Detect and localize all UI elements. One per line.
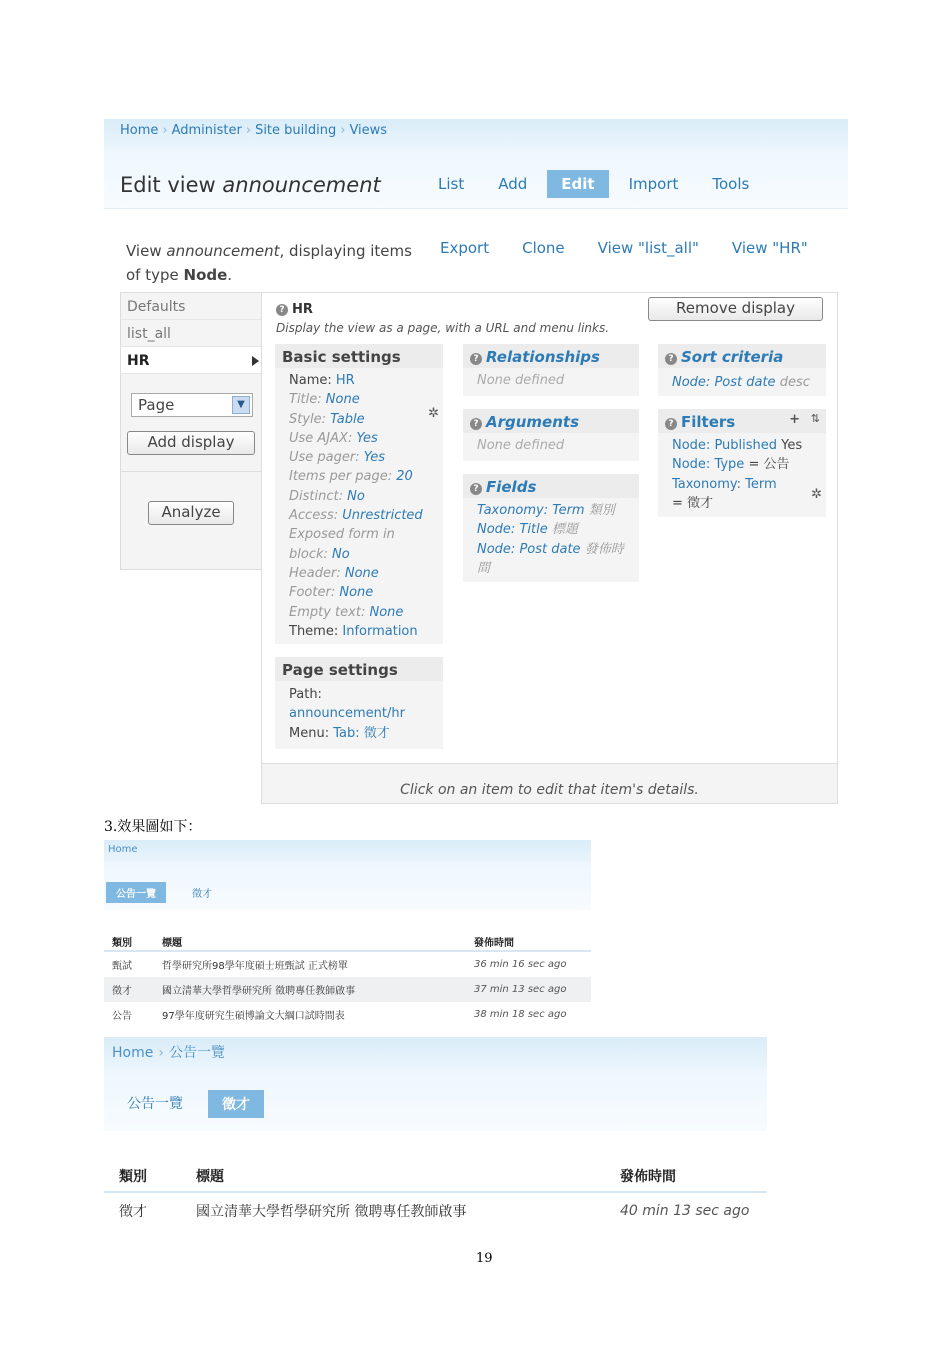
view-hr-link[interactable]: View "HR" <box>731 239 808 257</box>
setting-label: block: <box>289 546 328 562</box>
column-post-time[interactable]: 發佈時間 <box>620 1169 676 1185</box>
filter-item-continued <box>658 494 826 513</box>
view-info-prefix: View <box>126 242 162 260</box>
cell-title[interactable]: 國立清華大學哲學研究所 徵聘專任教師啟事 <box>162 986 356 997</box>
setting-footer[interactable] <box>275 583 443 602</box>
breadcrumb-site-building[interactable]: Site building <box>255 123 337 138</box>
basic-settings-block <box>275 344 443 644</box>
field-value: 發佈時 <box>584 541 624 557</box>
tab-announcements[interactable]: 公告一覽 <box>106 882 166 903</box>
setting-use-ajax[interactable] <box>275 429 443 448</box>
recruitment-table <box>104 1161 767 1229</box>
remove-display-button[interactable]: Remove display <box>648 297 823 321</box>
filters-block <box>658 409 826 517</box>
rearrange-icon[interactable]: ⇅ <box>810 412 820 425</box>
cell-post-time: 36 min 16 sec ago <box>474 959 567 970</box>
setting-label: Exposed form in <box>289 527 395 543</box>
filters-list <box>658 433 826 513</box>
sort-criteria-block <box>658 344 826 396</box>
page-number: 19 <box>476 1251 493 1266</box>
tab-add[interactable]: Add <box>498 175 528 193</box>
field-item[interactable] <box>463 540 639 559</box>
column-category[interactable]: 類別 <box>119 1169 147 1185</box>
page-path-value[interactable]: announcement/hr <box>289 706 405 722</box>
setting-exposed-form[interactable] <box>275 525 443 544</box>
table-row <box>104 1002 591 1027</box>
gear-icon[interactable]: ✲ <box>428 406 439 421</box>
column-category[interactable]: 類別 <box>112 938 132 949</box>
page-path-label: Path: <box>289 687 322 702</box>
view-info-period: . <box>227 266 233 284</box>
setting-header[interactable] <box>275 564 443 583</box>
breadcrumb-home[interactable]: Home <box>112 1045 154 1061</box>
setting-access[interactable] <box>275 506 443 525</box>
breadcrumb-views[interactable]: Views <box>349 123 388 138</box>
display-type-value: Page <box>138 396 175 414</box>
sort-criteria-title[interactable] <box>658 344 826 368</box>
arguments-title[interactable] <box>463 409 639 433</box>
breadcrumb-separator: › <box>162 123 168 138</box>
field-label[interactable]: Taxonomy: Term <box>477 503 585 518</box>
display-description: Display the view as a page, with a URL and menu links. <box>276 321 610 335</box>
setting-value[interactable]: No <box>332 546 350 562</box>
section-caption: 3.效果圖如下： <box>104 819 202 835</box>
tab-recruitment[interactable]: 徵才 <box>192 889 212 900</box>
edit-hint: Click on an item to edit that item's details. <box>262 763 837 803</box>
setting-value[interactable]: Yes <box>363 450 386 466</box>
tab-band <box>104 862 591 910</box>
tab-tools[interactable]: Tools <box>712 175 750 193</box>
filter-value: = 徵才 <box>672 495 714 511</box>
fields-block <box>463 474 639 582</box>
field-item[interactable] <box>463 501 639 520</box>
relationships-title-text: Relationships <box>486 348 600 366</box>
filter-item[interactable] <box>658 436 826 455</box>
chevron-down-icon[interactable]: ▼ <box>232 396 250 414</box>
result-list-screenshot <box>104 840 591 1033</box>
help-icon[interactable]: ? <box>470 483 482 495</box>
filter-label[interactable]: Node: Type <box>672 457 745 473</box>
analyze-button[interactable]: Analyze <box>148 501 234 525</box>
setting-value[interactable]: Yes <box>356 430 378 446</box>
setting-empty-text[interactable] <box>275 603 443 622</box>
breadcrumb-home[interactable]: Home <box>120 123 159 138</box>
breadcrumb <box>104 1037 767 1069</box>
filter-value: = 公告 <box>748 457 790 473</box>
basic-settings-title: Basic settings <box>275 344 443 368</box>
display-heading <box>276 302 313 317</box>
column-title[interactable]: 標題 <box>162 938 182 949</box>
breadcrumb-announcements[interactable]: 公告一覽 <box>168 1045 225 1061</box>
breadcrumb-separator: › <box>158 1045 164 1061</box>
help-icon[interactable]: ? <box>470 353 482 365</box>
view-action-links <box>440 239 841 257</box>
filter-item[interactable] <box>658 475 826 494</box>
tab-band <box>104 1069 767 1131</box>
tab-bar <box>424 170 769 198</box>
page-path[interactable] <box>275 704 443 723</box>
filters-title-text: Filters <box>681 413 736 431</box>
field-value: 類別 <box>588 503 615 518</box>
setting-value[interactable]: Information <box>342 623 418 639</box>
cell-category[interactable]: 公告 <box>112 1011 132 1022</box>
breadcrumb-administer[interactable]: Administer <box>171 123 242 138</box>
help-icon[interactable]: ? <box>665 353 677 365</box>
arguments-empty: None defined <box>477 438 565 453</box>
view-info <box>126 239 412 287</box>
announcements-table <box>104 930 591 1027</box>
clone-link[interactable]: Clone <box>522 239 565 257</box>
display-heading-name: HR <box>292 302 313 317</box>
tab-list[interactable]: List <box>438 175 465 193</box>
setting-value[interactable]: None <box>344 565 379 581</box>
page-title <box>120 173 381 197</box>
setting-title[interactable] <box>275 390 443 409</box>
breadcrumb <box>104 119 848 149</box>
view-list-all-link[interactable]: View "list_all" <box>597 239 699 257</box>
setting-value[interactable]: None <box>369 604 404 620</box>
cell-post-time: 37 min 13 sec ago <box>474 984 567 995</box>
view-info-name: announcement <box>166 242 280 260</box>
field-label[interactable]: Node: Post date <box>477 541 581 557</box>
sort-criteria-title-text: Sort criteria <box>681 348 784 366</box>
sort-item[interactable] <box>658 368 826 392</box>
relationships-title[interactable] <box>463 344 639 368</box>
table-header <box>104 1161 767 1193</box>
tab-import[interactable]: Import <box>628 175 679 193</box>
cell-category[interactable]: 甄試 <box>112 961 132 972</box>
displays-sidebar <box>120 292 262 570</box>
setting-value[interactable]: None <box>325 392 360 408</box>
field-value: 標題 <box>551 522 578 538</box>
filter-label[interactable]: Taxonomy: Term <box>672 476 777 492</box>
setting-exposed-form-block[interactable] <box>275 545 443 564</box>
divider <box>121 471 261 472</box>
filter-label[interactable]: Node: Published <box>672 438 778 453</box>
help-icon[interactable]: ? <box>276 304 288 316</box>
setting-style[interactable] <box>275 410 443 429</box>
page-title-view-name: announcement <box>222 173 381 197</box>
page-title-prefix: Edit view <box>120 173 216 197</box>
tab-announcements[interactable]: 公告一覽 <box>127 1096 183 1112</box>
setting-label: Name: <box>289 373 332 388</box>
fields-title[interactable] <box>463 474 639 498</box>
page-menu[interactable] <box>275 724 443 743</box>
display-defaults[interactable]: Defaults <box>121 293 261 320</box>
setting-label: Access: <box>289 508 339 524</box>
relationships-block <box>463 344 639 396</box>
setting-value[interactable]: Table <box>330 411 365 427</box>
fields-list <box>463 498 639 578</box>
setting-label: Theme: <box>289 623 339 639</box>
cell-category[interactable]: 徵才 <box>112 986 132 997</box>
page-settings-title: Page settings <box>275 657 443 681</box>
setting-use-pager[interactable] <box>275 448 443 467</box>
setting-label: Empty text: <box>289 604 366 620</box>
setting-theme[interactable] <box>275 622 443 641</box>
setting-value[interactable]: Unrestricted <box>342 508 423 524</box>
view-info-type: Node <box>183 266 228 284</box>
setting-label: Use AJAX: <box>289 430 353 446</box>
cell-title[interactable]: 97學年度研究生碩博論文大綱口試時間表 <box>162 1011 345 1022</box>
setting-items-per-page[interactable] <box>275 467 443 486</box>
display-type-select[interactable] <box>131 393 253 417</box>
setting-value[interactable]: 20 <box>396 469 413 485</box>
arguments-title-text: Arguments <box>486 413 580 431</box>
setting-label: Use pager: <box>289 450 360 466</box>
tab-edit[interactable]: Edit <box>547 170 608 198</box>
add-display-button[interactable]: Add display <box>127 431 255 455</box>
cell-category[interactable]: 徵才 <box>119 1204 147 1220</box>
export-link[interactable]: Export <box>440 239 490 257</box>
display-settings-panel <box>261 292 838 804</box>
breadcrumb <box>104 840 591 862</box>
setting-label: Style: <box>289 411 327 427</box>
help-icon[interactable]: ? <box>470 418 482 430</box>
cell-post-time: 40 min 13 sec ago <box>620 1203 750 1219</box>
setting-label: Items per page: <box>289 469 393 485</box>
setting-label: Distinct: <box>289 488 343 504</box>
relationships-empty: None defined <box>477 373 565 388</box>
setting-distinct[interactable] <box>275 487 443 506</box>
field-value: 間 <box>477 560 491 576</box>
cell-title[interactable]: 哲學研究所98學年度碩士班甄試 正式榜單 <box>162 961 348 972</box>
filters-title[interactable] <box>658 409 826 433</box>
views-edit-screenshot <box>104 119 848 804</box>
table-row <box>104 952 591 977</box>
view-info-suffix: , displaying items <box>279 242 412 260</box>
table-header <box>104 930 591 952</box>
page-settings-list <box>275 681 443 743</box>
display-list-all[interactable]: list_all <box>121 320 261 347</box>
result-recruit-screenshot <box>104 1037 767 1237</box>
basic-settings-list <box>275 368 443 641</box>
fields-title-text: Fields <box>486 478 537 496</box>
display-hr[interactable]: HR <box>121 347 261 374</box>
table-row <box>104 1193 767 1229</box>
cell-title[interactable]: 國立清華大學哲學研究所 徵聘專任教師啟事 <box>196 1204 467 1220</box>
breadcrumb-separator: › <box>245 123 252 138</box>
gear-icon[interactable]: ✲ <box>811 487 822 502</box>
view-info-type-prefix: of type <box>126 266 179 284</box>
arguments-block <box>463 409 639 461</box>
setting-name[interactable] <box>275 371 443 390</box>
sort-value: desc <box>779 375 810 390</box>
sort-label[interactable]: Node: Post date <box>672 375 776 390</box>
setting-label: Title: <box>289 392 322 408</box>
page-settings-block <box>275 657 443 749</box>
filter-item[interactable] <box>658 455 826 474</box>
breadcrumb-separator: › <box>340 123 346 138</box>
tab-recruitment[interactable]: 徵才 <box>208 1090 264 1118</box>
field-item[interactable] <box>463 520 639 539</box>
field-item-continued <box>463 559 639 578</box>
column-title[interactable]: 標題 <box>196 1169 224 1185</box>
field-label[interactable]: Node: Title <box>477 522 548 538</box>
page-menu-value[interactable]: Tab: 徵才 <box>333 725 390 741</box>
cell-post-time: 38 min 18 sec ago <box>474 1009 567 1020</box>
add-icon[interactable]: + <box>789 412 800 427</box>
filter-value: Yes <box>781 438 803 453</box>
setting-value[interactable]: HR <box>335 373 355 388</box>
column-post-time[interactable]: 發佈時間 <box>474 938 514 949</box>
setting-value[interactable]: No <box>347 488 365 504</box>
page-menu-label: Menu: <box>289 725 330 741</box>
setting-label: Footer: <box>289 585 336 601</box>
breadcrumb-home[interactable]: Home <box>108 844 138 855</box>
table-row <box>104 977 591 1002</box>
setting-label: Header: <box>289 565 341 581</box>
help-icon[interactable]: ? <box>665 418 677 430</box>
setting-value[interactable]: None <box>339 585 374 601</box>
